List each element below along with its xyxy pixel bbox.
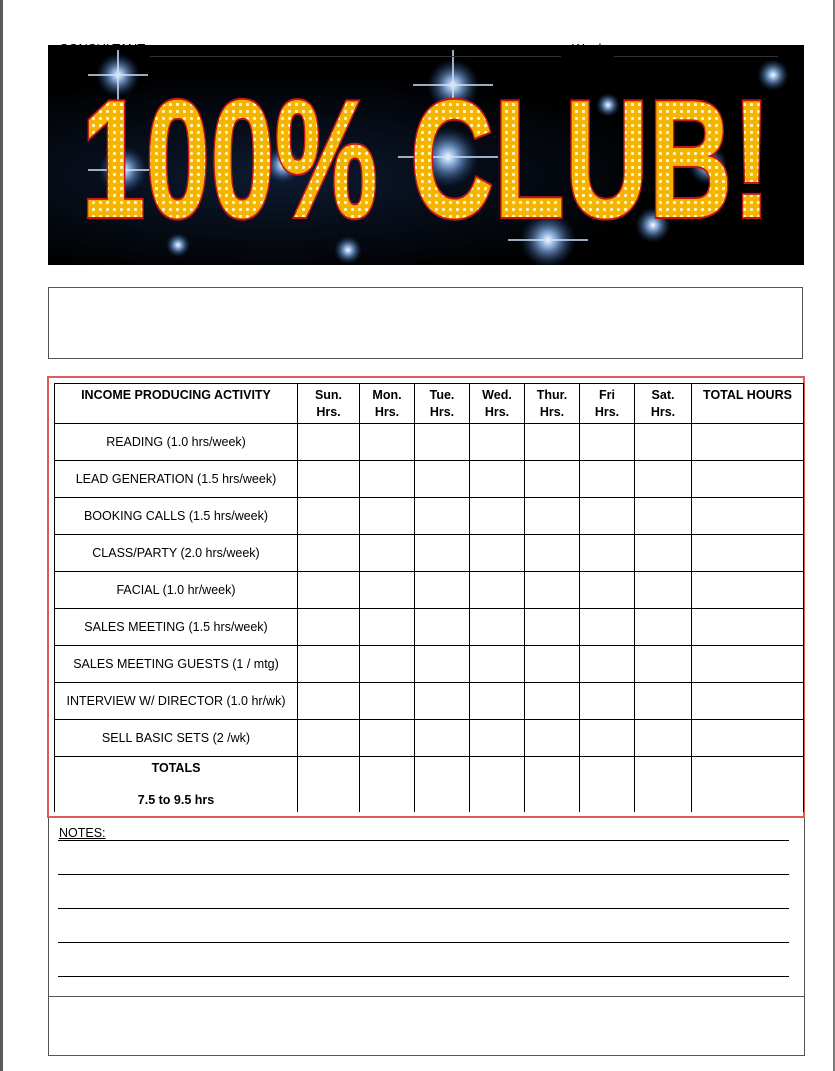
hours-cell-tue[interactable]	[415, 498, 470, 535]
banner-title: 100% CLUB!	[81, 65, 771, 253]
hours-cell-fri[interactable]	[580, 461, 635, 498]
hours-cell-mon[interactable]	[360, 535, 415, 572]
footer-box	[48, 996, 805, 1056]
hours-cell-total[interactable]	[692, 498, 804, 535]
hours-cell-total[interactable]	[692, 535, 804, 572]
note-line[interactable]	[58, 976, 789, 977]
totals-range: 7.5 to 9.5 hrs	[137, 793, 215, 808]
hours-cell-sat[interactable]	[635, 646, 692, 683]
hours-cell-wed[interactable]	[470, 646, 525, 683]
hours-cell-total[interactable]	[692, 572, 804, 609]
activity-label: LEAD GENERATION (1.5 hrs/week)	[55, 461, 298, 498]
consultant-label: CONSULTANT:	[59, 41, 148, 56]
hours-cell-tue[interactable]	[415, 720, 470, 757]
hours-cell-wed[interactable]	[470, 683, 525, 720]
activity-label: READING (1.0 hrs/week)	[55, 424, 298, 461]
hours-cell-mon[interactable]	[360, 461, 415, 498]
header-tue: Tue. Hrs.	[415, 384, 470, 424]
notes-section	[48, 818, 805, 996]
hours-cell-fri[interactable]	[580, 683, 635, 720]
hours-cell-thur[interactable]	[525, 683, 580, 720]
header-fri: Fri Hrs.	[580, 384, 635, 424]
hours-cell-fri[interactable]	[580, 424, 635, 461]
header-activity: INCOME PRODUCING ACTIVITY	[55, 384, 298, 424]
header-thur: Thur. Hrs.	[525, 384, 580, 424]
hours-cell-mon[interactable]	[360, 424, 415, 461]
header-total-hours: TOTAL HOURS	[692, 384, 804, 424]
notes-label: NOTES:	[59, 826, 106, 840]
total-cell-sat[interactable]	[635, 757, 692, 812]
hours-cell-mon[interactable]	[360, 720, 415, 757]
hours-cell-sat[interactable]	[635, 720, 692, 757]
total-cell-thur[interactable]	[525, 757, 580, 812]
table-row	[55, 498, 804, 535]
hours-cell-sun[interactable]	[298, 498, 360, 535]
totals-row	[55, 757, 804, 812]
activity-label: FACIAL (1.0 hr/week)	[55, 572, 298, 609]
totals-label: TOTALS	[151, 761, 201, 776]
hours-cell-fri[interactable]	[580, 498, 635, 535]
table-row	[55, 683, 804, 720]
total-cell-total[interactable]	[692, 757, 804, 812]
hours-cell-total[interactable]	[692, 424, 804, 461]
hours-cell-fri[interactable]	[580, 609, 635, 646]
hours-cell-fri[interactable]	[580, 572, 635, 609]
hours-cell-wed[interactable]	[470, 572, 525, 609]
consultant-name-field[interactable]	[150, 56, 561, 57]
hours-cell-tue[interactable]	[415, 461, 470, 498]
hours-cell-thur[interactable]	[525, 720, 580, 757]
hours-cell-tue[interactable]	[415, 609, 470, 646]
totals-label-cell	[55, 757, 298, 812]
hours-cell-tue[interactable]	[415, 646, 470, 683]
header-sat: Sat. Hrs.	[635, 384, 692, 424]
hours-cell-tue[interactable]	[415, 424, 470, 461]
total-cell-wed[interactable]	[470, 757, 525, 812]
activity-table	[54, 383, 804, 812]
hours-cell-sat[interactable]	[635, 498, 692, 535]
hours-cell-fri[interactable]	[580, 720, 635, 757]
hours-cell-thur[interactable]	[525, 572, 580, 609]
header-wed: Wed. Hrs.	[470, 384, 525, 424]
hours-cell-mon[interactable]	[360, 498, 415, 535]
hours-cell-sun[interactable]	[298, 646, 360, 683]
hours-cell-fri[interactable]	[580, 535, 635, 572]
table-row	[55, 646, 804, 683]
activity-label: BOOKING CALLS (1.5 hrs/week)	[55, 498, 298, 535]
page-left-border	[0, 0, 3, 1071]
table-row	[55, 720, 804, 757]
table-row	[55, 461, 804, 498]
hours-cell-tue[interactable]	[415, 572, 470, 609]
hours-cell-thur[interactable]	[525, 498, 580, 535]
hours-cell-wed[interactable]	[470, 535, 525, 572]
hours-cell-total[interactable]	[692, 461, 804, 498]
hours-cell-mon[interactable]	[360, 572, 415, 609]
hours-cell-sun[interactable]	[298, 683, 360, 720]
note-line[interactable]	[58, 840, 789, 841]
table-row	[55, 535, 804, 572]
total-cell-fri[interactable]	[580, 757, 635, 812]
hours-cell-total[interactable]	[692, 720, 804, 757]
table-row	[55, 572, 804, 609]
total-cell-tue[interactable]	[415, 757, 470, 812]
header-mon: Mon. Hrs.	[360, 384, 415, 424]
hours-cell-sun[interactable]	[298, 609, 360, 646]
table-header-row	[55, 384, 804, 424]
note-line[interactable]	[58, 874, 789, 875]
header-sun: Sun. Hrs.	[298, 384, 360, 424]
consultant-section	[48, 287, 803, 359]
hours-cell-wed[interactable]	[470, 720, 525, 757]
note-line[interactable]	[58, 908, 789, 909]
hours-cell-sun[interactable]	[298, 535, 360, 572]
hours-cell-mon[interactable]	[360, 646, 415, 683]
hours-cell-total[interactable]	[692, 646, 804, 683]
table-row	[55, 424, 804, 461]
hours-cell-thur[interactable]	[525, 461, 580, 498]
banner-title-art	[48, 45, 804, 265]
hours-cell-thur[interactable]	[525, 646, 580, 683]
hours-cell-tue[interactable]	[415, 535, 470, 572]
hours-cell-thur[interactable]	[525, 609, 580, 646]
hours-cell-wed[interactable]	[470, 498, 525, 535]
hours-cell-sat[interactable]	[635, 535, 692, 572]
club-banner	[48, 45, 804, 265]
hours-cell-sat[interactable]	[635, 424, 692, 461]
hours-cell-tue[interactable]	[415, 683, 470, 720]
hours-cell-mon[interactable]	[360, 683, 415, 720]
activity-label: SELL BASIC SETS (2 /wk)	[55, 720, 298, 757]
week-label: Week:	[572, 41, 609, 56]
activity-label: SALES MEETING GUESTS (1 / mtg)	[55, 646, 298, 683]
hours-cell-thur[interactable]	[525, 424, 580, 461]
note-line[interactable]	[58, 942, 789, 943]
hours-cell-wed[interactable]	[470, 609, 525, 646]
hours-cell-sat[interactable]	[635, 609, 692, 646]
total-cell-mon[interactable]	[360, 757, 415, 812]
activity-label: INTERVIEW W/ DIRECTOR (1.0 hr/wk)	[55, 683, 298, 720]
hours-cell-fri[interactable]	[580, 646, 635, 683]
hours-cell-total[interactable]	[692, 609, 804, 646]
hours-cell-sun[interactable]	[298, 461, 360, 498]
hours-cell-sat[interactable]	[635, 683, 692, 720]
hours-cell-sun[interactable]	[298, 720, 360, 757]
activity-label: CLASS/PARTY (2.0 hrs/week)	[55, 535, 298, 572]
hours-cell-sun[interactable]	[298, 424, 360, 461]
table-row	[55, 609, 804, 646]
hours-cell-sun[interactable]	[298, 572, 360, 609]
hours-cell-wed[interactable]	[470, 424, 525, 461]
hours-cell-thur[interactable]	[525, 535, 580, 572]
hours-cell-sat[interactable]	[635, 461, 692, 498]
hours-cell-mon[interactable]	[360, 609, 415, 646]
activity-label: SALES MEETING (1.5 hrs/week)	[55, 609, 298, 646]
hours-cell-sat[interactable]	[635, 572, 692, 609]
hours-cell-wed[interactable]	[470, 461, 525, 498]
total-cell-sun[interactable]	[298, 757, 360, 812]
hours-cell-total[interactable]	[692, 683, 804, 720]
week-field[interactable]	[614, 56, 778, 57]
